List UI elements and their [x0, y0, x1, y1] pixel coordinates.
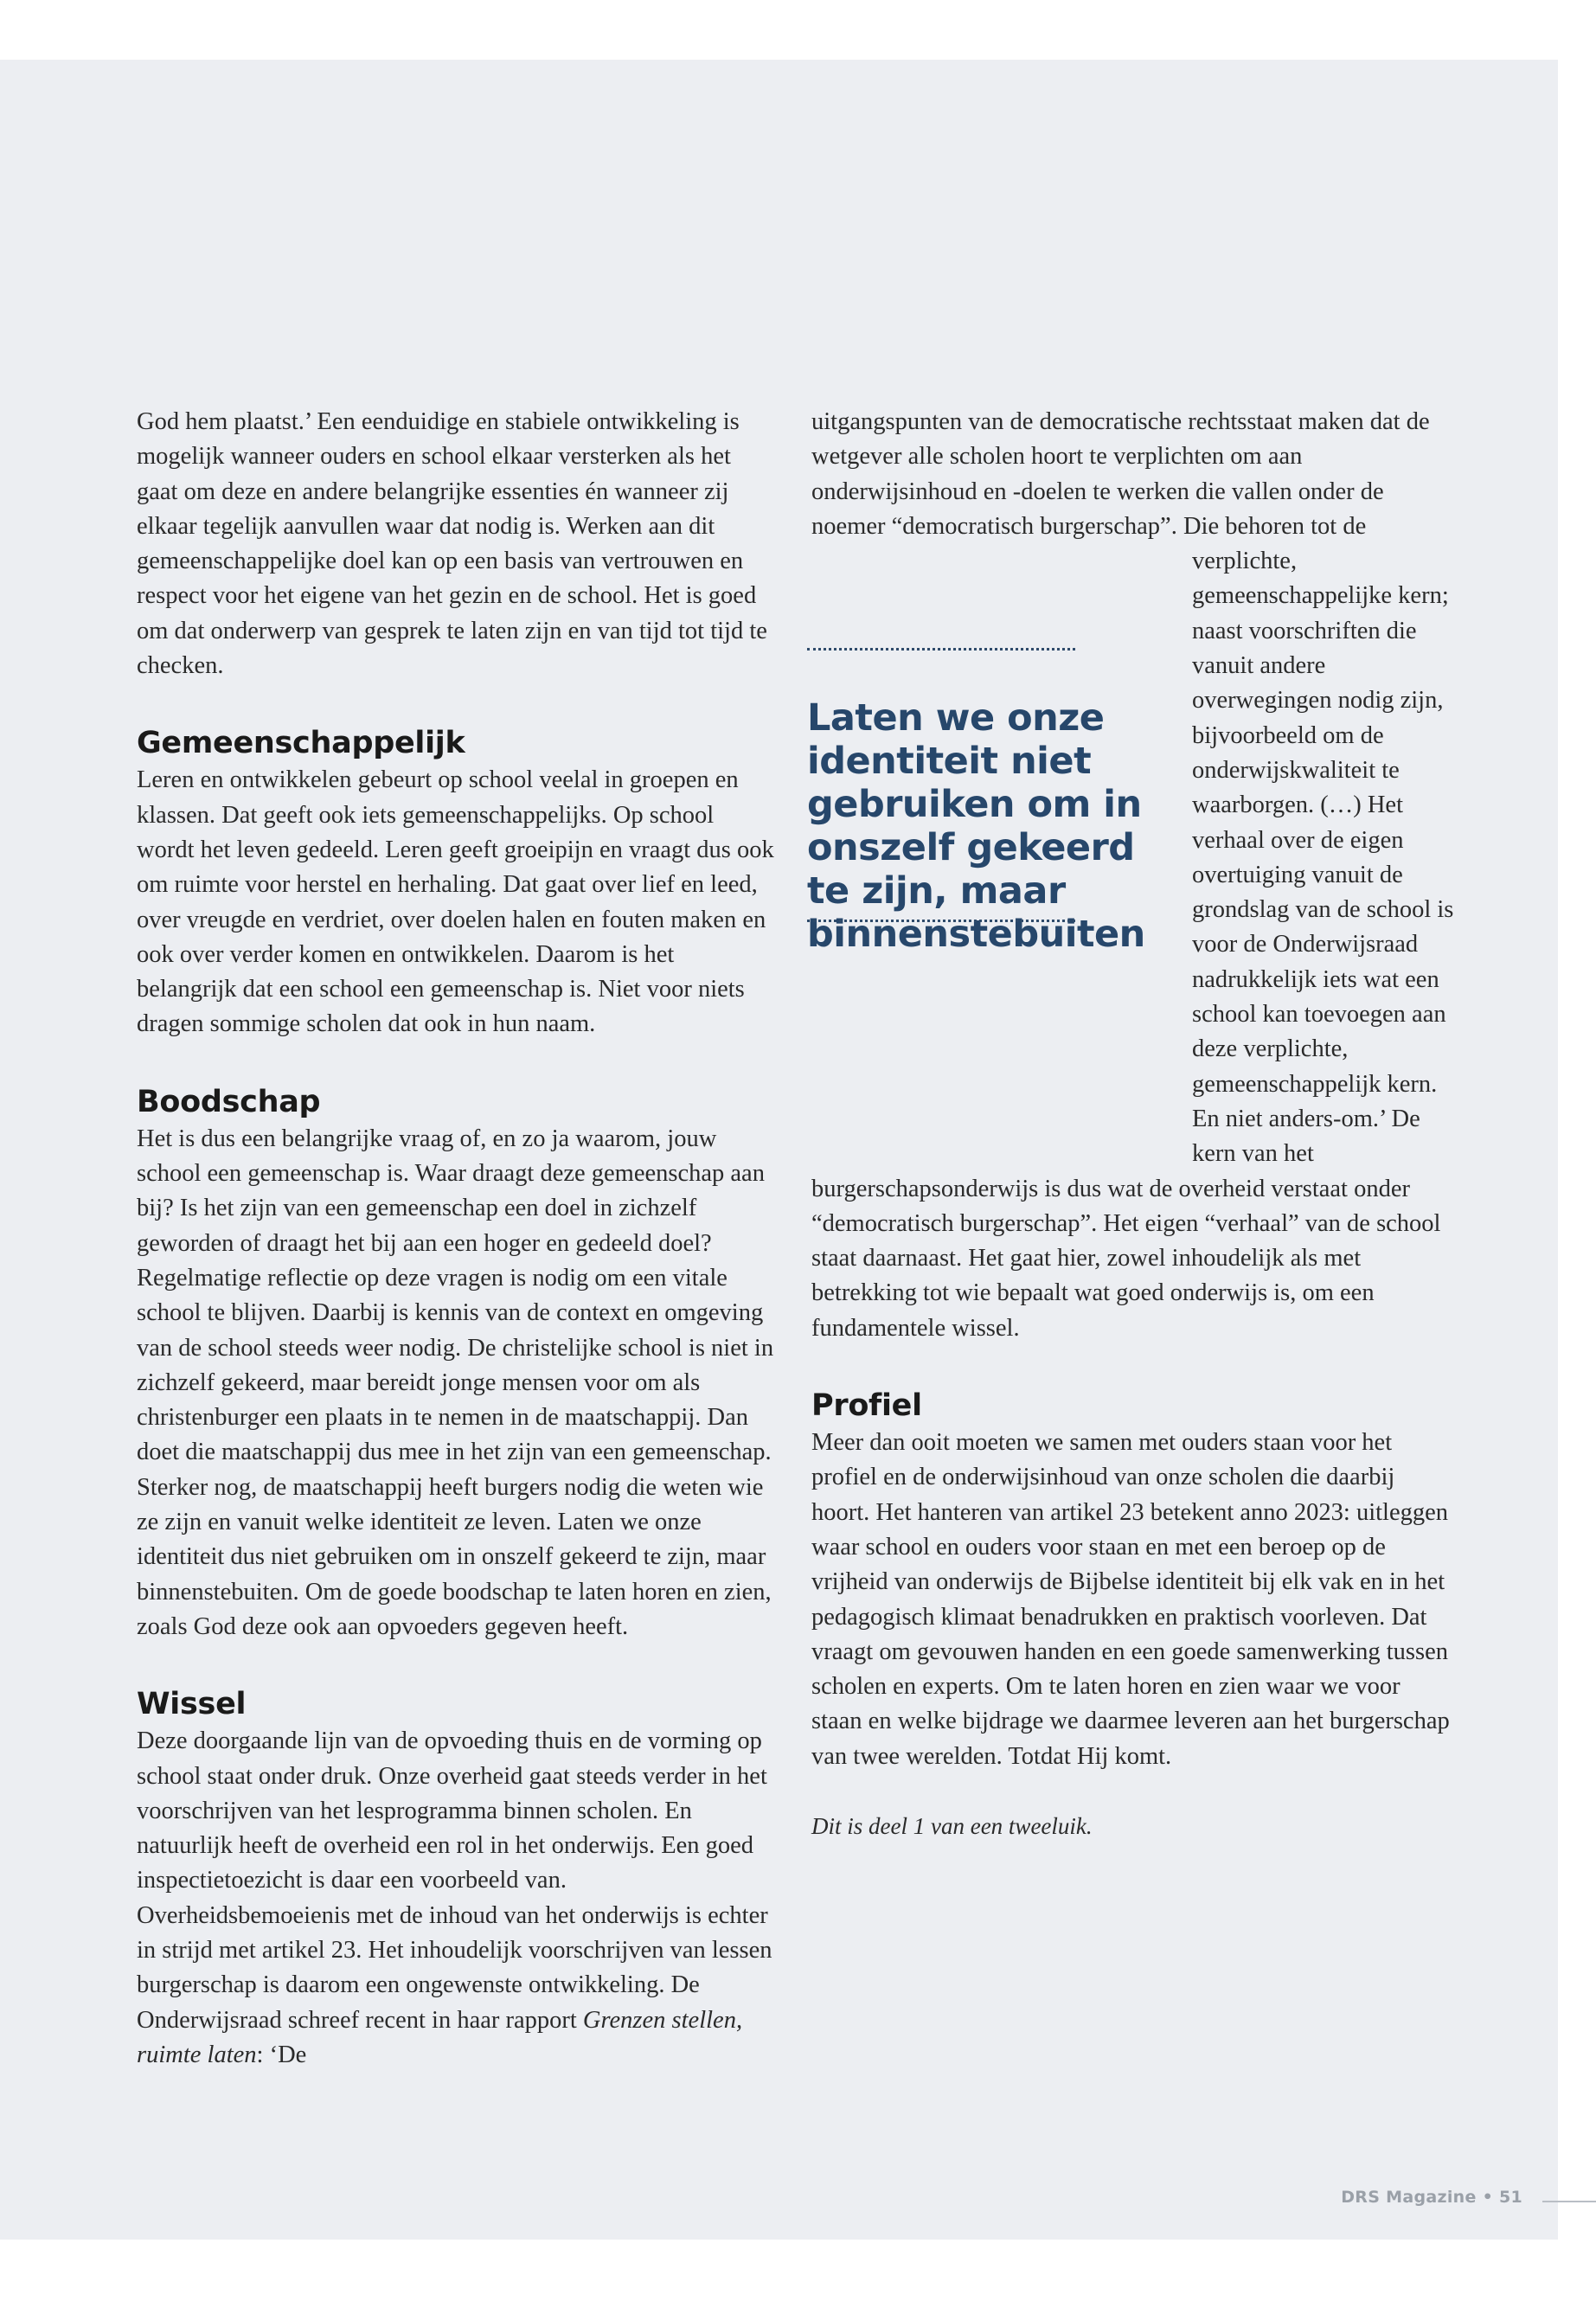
series-note: Dit is deel 1 van een tweeluik.: [811, 1812, 1093, 1839]
pull-quote-top-rule: [807, 648, 1075, 651]
paragraph-gemeenschappelijk: Leren en ontwikkelen gebeurt op school veelal in groepen en klassen. Dat geeft ook iets gemeenschappelijks. Op school wordt het leven gedeeld. Leren geeft groeipijn en vraagt dus ook om ruimte voor herstel en herhaling. Dat gaat over lief en leed, over vreugde en verdriet, over doelen halen en fouten maken en ook over verder komen en ontwikkelen. Daarom is het belangrijk dat een school een gemeenschap is. Niet voor niets dragen sommige scholen dat ook in hun naam.: [137, 766, 774, 1038]
paragraph-wrap: verplichte, gemeenschappelijke kern; naast voorschriften die vanuit andere overwegingen nodig zijn, bijvoorbeeld om de onderwijskwaliteit te waarborgen. (…) Het verhaal over de eigen overtuiging vanuit de grondslag van de school is voor de Onderwijsraad nadrukkelijk iets wat een school kan toevoegen aan deze verplichte, gemeenschappelijk kern. En niet anders-om.’ De kern van het burgerschapsonderwijs is dus wat de overheid verstaat onder “democratisch burgerschap”. Het eigen “verhaal” van de school staat daarnaast. Het gaat hier, zowel inhoudelijk als met betrekking tot wie bepaalt wat goed onderwijs is, om een fundamentele wissel.: [811, 548, 1454, 1342]
pull-quote-box: [807, 544, 1192, 1167]
footer-rule: [1542, 2201, 1596, 2202]
paragraph-profiel: Meer dan ooit moeten we samen met ouders staan voor het profiel en de onderwijsinhoud van onze scholen die daarbij hoort. Het hanteren van artikel 23 betekent anno 2023: uitleggen waar school en ouders voor staan en met een beroep op de vrijheid van onderwijs de Bijbelse identiteit bij elk vak en in het pedagogisch klimaat benadrukken en praktisch voorleven. Dat vraagt om gevouwen handen en een goede samenwerking tussen scholen en experts. Om te laten horen en zien waar we voor staan en welke bijdrage we daarmee leveren aan het burgerschap van twee werelden. Totdat Hij komt.: [811, 1429, 1450, 1770]
heading-profiel: Profiel: [811, 1388, 922, 1424]
page-footer: [1341, 2188, 1522, 2207]
page-number: 51: [1498, 2188, 1522, 2207]
heading-gemeenschappelijk: Gemeenschappelijk: [137, 726, 465, 761]
footer-separator: •: [1482, 2188, 1494, 2207]
heading-boodschap: Boodschap: [137, 1084, 321, 1119]
pull-quote: Laten we onze identiteit niet gebruiken om in onszelf gekeerd te zijn, maar binnenstebuiten: [807, 696, 1145, 957]
paragraph-boodschap: Het is dus een belangrijke vraag of, en zo ja waarom, jouw school een gemeenschap is. Waar draagt deze gemeenschap aan bij? Is het zijn van een gemeenschap een doel in zichzelf geworden of draagt het bij aan een hoger en gedeeld doel? Regelmatige reflectie op deze vragen is nodig om een vitale school te blijven. Daarbij is kennis van de context en omgeving van de school steeds weer nodig. De christelijke school is niet in zichzelf gekeerd, maar bereidt jonge mensen voor om als christenburger een plaats in te nemen in de maatschappij. Dan doet die maatschappij dus mee in het zijn van een gemeenschap. Sterker nog, de maatschappij heeft burgers nodig die weten wie ze zijn en vanuit welke identiteit ze leven. Laten we onze identiteit dus niet gebruiken om in onszelf gekeerd te zijn, maar binnenstebuiten. Om de goede boodschap te laten horen en zien, zoals God deze ook aan opvoeders gegeven heeft.: [137, 1125, 774, 1640]
pull-quote-bottom-rule: [807, 920, 1075, 922]
heading-wissel: Wissel: [137, 1687, 247, 1722]
paragraph-intro: God hem plaatst.’ Een eenduidige en stabiele ontwikkeling is mogelijk wanneer ouders en school elkaar versterken als het gaat om deze en andere belangrijke essenties én wanneer zij elkaar tegelijk aanvullen waar dat nodig is. Werken aan dit gemeenschappelijke doel kan op een basis van vertrouwen en respect voor het eigene van het gezin en de school. Het is goed om dat onderwerp van gesprek te laten zijn en van tijd tot tijd te checken.: [137, 408, 767, 680]
report-title: Grenzen stellen, ruimte laten: [137, 2006, 743, 2068]
left-column: [137, 405, 777, 2073]
paragraph-wissel-end: : ‘De: [256, 2041, 307, 2068]
magazine-name: DRS Magazine: [1341, 2188, 1477, 2207]
paragraph-wissel-text: Deze doorgaande lijn van de opvoeding thuis en de vorming op school staat onder druk. Onze overheid gaat steeds verder in het voorschrijven van het lesprogramma binnen scholen. En natuurlijk heeft de overheid een rol in het onderwijs. Een goed inspectietoezicht is daar een voorbeeld van. Overheidsbemoeienis met de inhoud van het onderwijs is echter in strijd met artikel 23. Het inhoudelijk voorschrijven van lessen burgerschap is daarom een ongewenste ontwikkeling. De Onderwijsraad schreef recent in haar rapport: [137, 1727, 772, 2034]
paragraph-wissel: [137, 1724, 777, 2073]
right-column: [807, 405, 1456, 1843]
paragraph-continuation: uitgangspunten van de democratische rechtsstaat maken dat de wetgever alle scholen hoort te verplichten om aan onderwijsinhoud en -doelen te werken die vallen onder de noemer “democratisch burgerschap”. Die behoren tot de: [811, 408, 1430, 540]
